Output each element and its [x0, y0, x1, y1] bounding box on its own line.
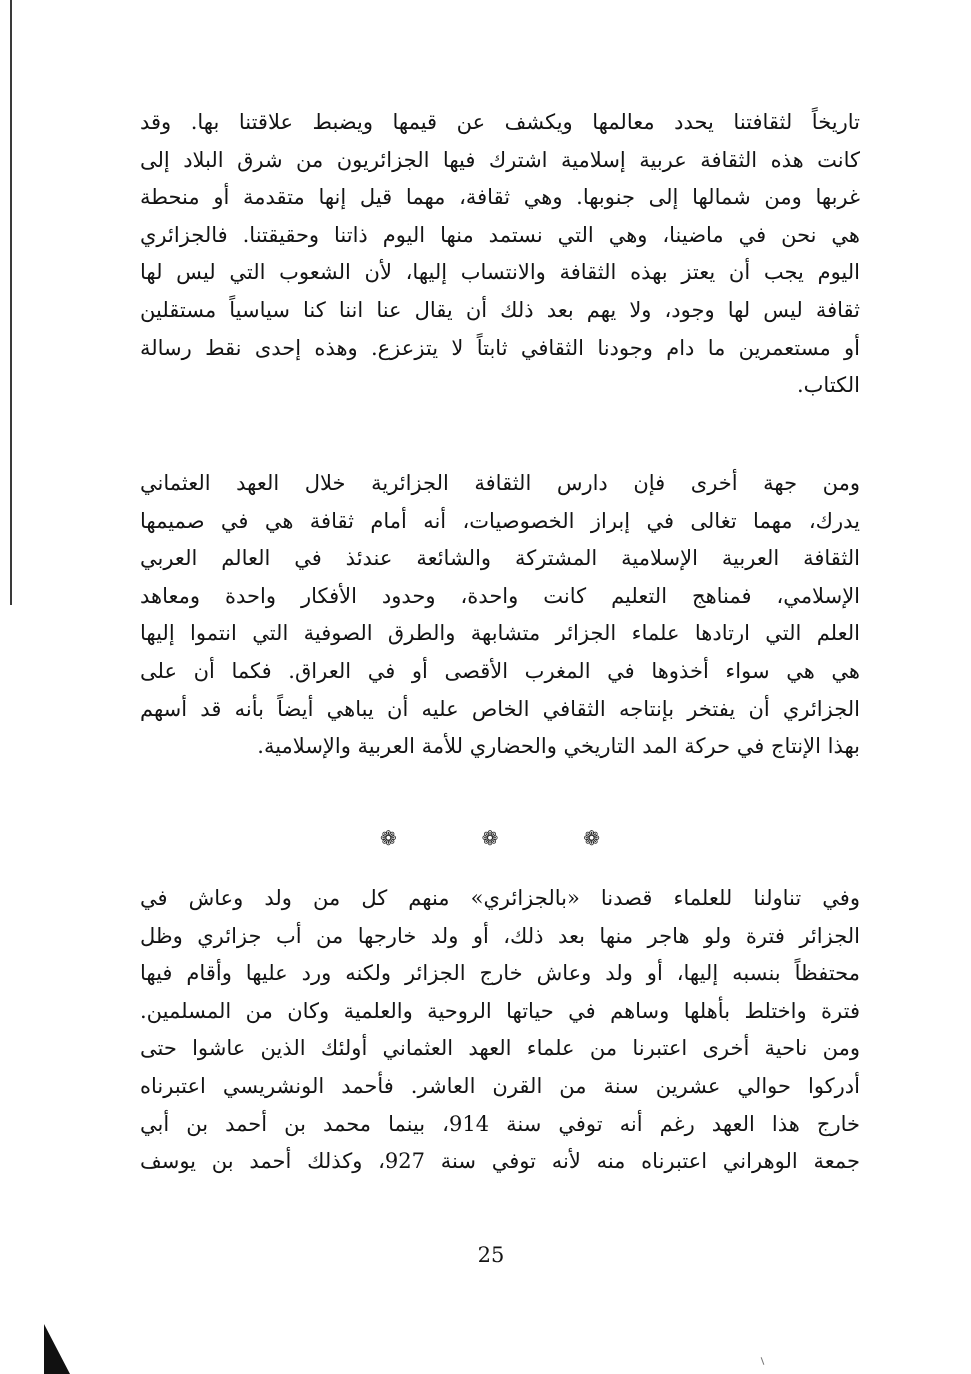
corner-triangle-mark [44, 1324, 70, 1374]
text-line: محتفظاً بنسبه إليها، أو ولد وعاش خارج الجزائر ولكنه ورد عليها وأقام فيها [140, 961, 860, 986]
text-line: وفي تناولنا للعلماء قصدنا «بالجزائري» منهم كل من ولد وعاش في [140, 886, 860, 910]
text-line: الكتاب. [796, 373, 860, 398]
paragraph-culture-history [140, 104, 860, 405]
text-line: تاريخاً لثقافتنا يحدد معالمها ويكشف عن قيمها ويضبط علاقتنا بها. وقد [140, 110, 860, 134]
asterism-glyph: ❁ [380, 826, 397, 850]
text-line: ومن جهة أخرى فإن دارس الثقافة الجزائرية خلال العهد العثماني [140, 471, 860, 495]
scan-speck-mark [761, 1357, 765, 1365]
text-line: أدركوا حوالي عشرين سنة من القرن العاشر. فأحمد الونشريسي اعتبرناه [140, 1073, 860, 1098]
text-line: الجزائري أن يفتخر بإنتاجه الثقافي الخاص عليه أن يباهي أيضاً بأنه قد أسهم [140, 696, 860, 721]
section-separator [380, 826, 600, 850]
paragraph-scholars-definition [140, 880, 860, 1181]
asterism-glyph: ❁ [481, 826, 499, 850]
text-line: يدرك، مهما تغالى في إبراز الخصوصيات، أنه أمام ثقافة هي في صميمها [140, 508, 860, 533]
text-line: بهذا الإنتاج في حركة المد التاريخي والحضاري للأمة العربية والإسلامية. [257, 734, 860, 759]
page-number: 25 [477, 1243, 505, 1267]
text-line: فترة واختلط بأهلها وساهم في حياتها الروحية والعلمية وكان من المسلمين. [140, 998, 860, 1023]
text-line: الإسلامي، فمناهج التعليم كانت واحدة، وحدود الأفكار واحدة ومعاهد [140, 583, 860, 608]
text-line: العلم التي ارتادها علماء الجزائر متشابهة والطرق الصوفية التي انتموا إليها [140, 621, 860, 646]
text-line: هي هي سواء أخذوها في المغرب الأقصى أو في العراق. فكما أن على [140, 658, 860, 683]
text-line: ومن ناحية أخرى اعتبرنا من علماء العهد العثماني أولئك الذين عاشوا حتى [140, 1036, 860, 1061]
text-line: جمعة الوهراني اعتبرناه منه لأنه توفي سنة 927، وكذلك أحمد بن يوسف [140, 1149, 860, 1174]
text-line: ثقافة ليس لها وجود، ولا يهم بعد ذلك أن يقال عنا اننا كنا سياسياً مستقلين [140, 297, 860, 322]
text-line: خارج هذا العهد رغم أنه توفي سنة 914، بينما محمد بن أحمد بن أبي [140, 1111, 860, 1136]
asterism-glyph: ❁ [583, 826, 600, 850]
text-line: الجزائر فترة ولو هاجر منها بعد ذلك، أو ولد خارجها من أب جزائري وظل [140, 923, 860, 948]
text-line: كانت هذه الثقافة عربية إسلامية اشترك فيها الجزائريون من شرق البلاد إلى [140, 147, 860, 172]
text-line: غربها ومن شمالها إلى جنوبها. وهي ثقافة، مهما قيل إنها متقدمة أو منحطة [140, 185, 860, 210]
paragraph-ottoman-era-culture [140, 465, 860, 766]
scan-edge-line [10, 0, 12, 605]
text-line: اليوم يجب أن يعتز بهذه الثقافة والانتساب إليها، لأن الشعوب التي ليس لها [140, 260, 860, 285]
text-line: هي نحن في ماضينا، وهي التي نستمد منها اليوم ذاتنا وحقيقتنا. فالجزائري [140, 222, 860, 247]
text-line: الثقافة العربية الإسلامية المشتركة والشائعة عندئذ في العالم العربي [140, 546, 860, 571]
text-line: أو مستعمرين ما دام وجودنا الثقافي ثابتاً لا يتزعزع. وهذه إحدى نقط رسالة [140, 335, 860, 360]
